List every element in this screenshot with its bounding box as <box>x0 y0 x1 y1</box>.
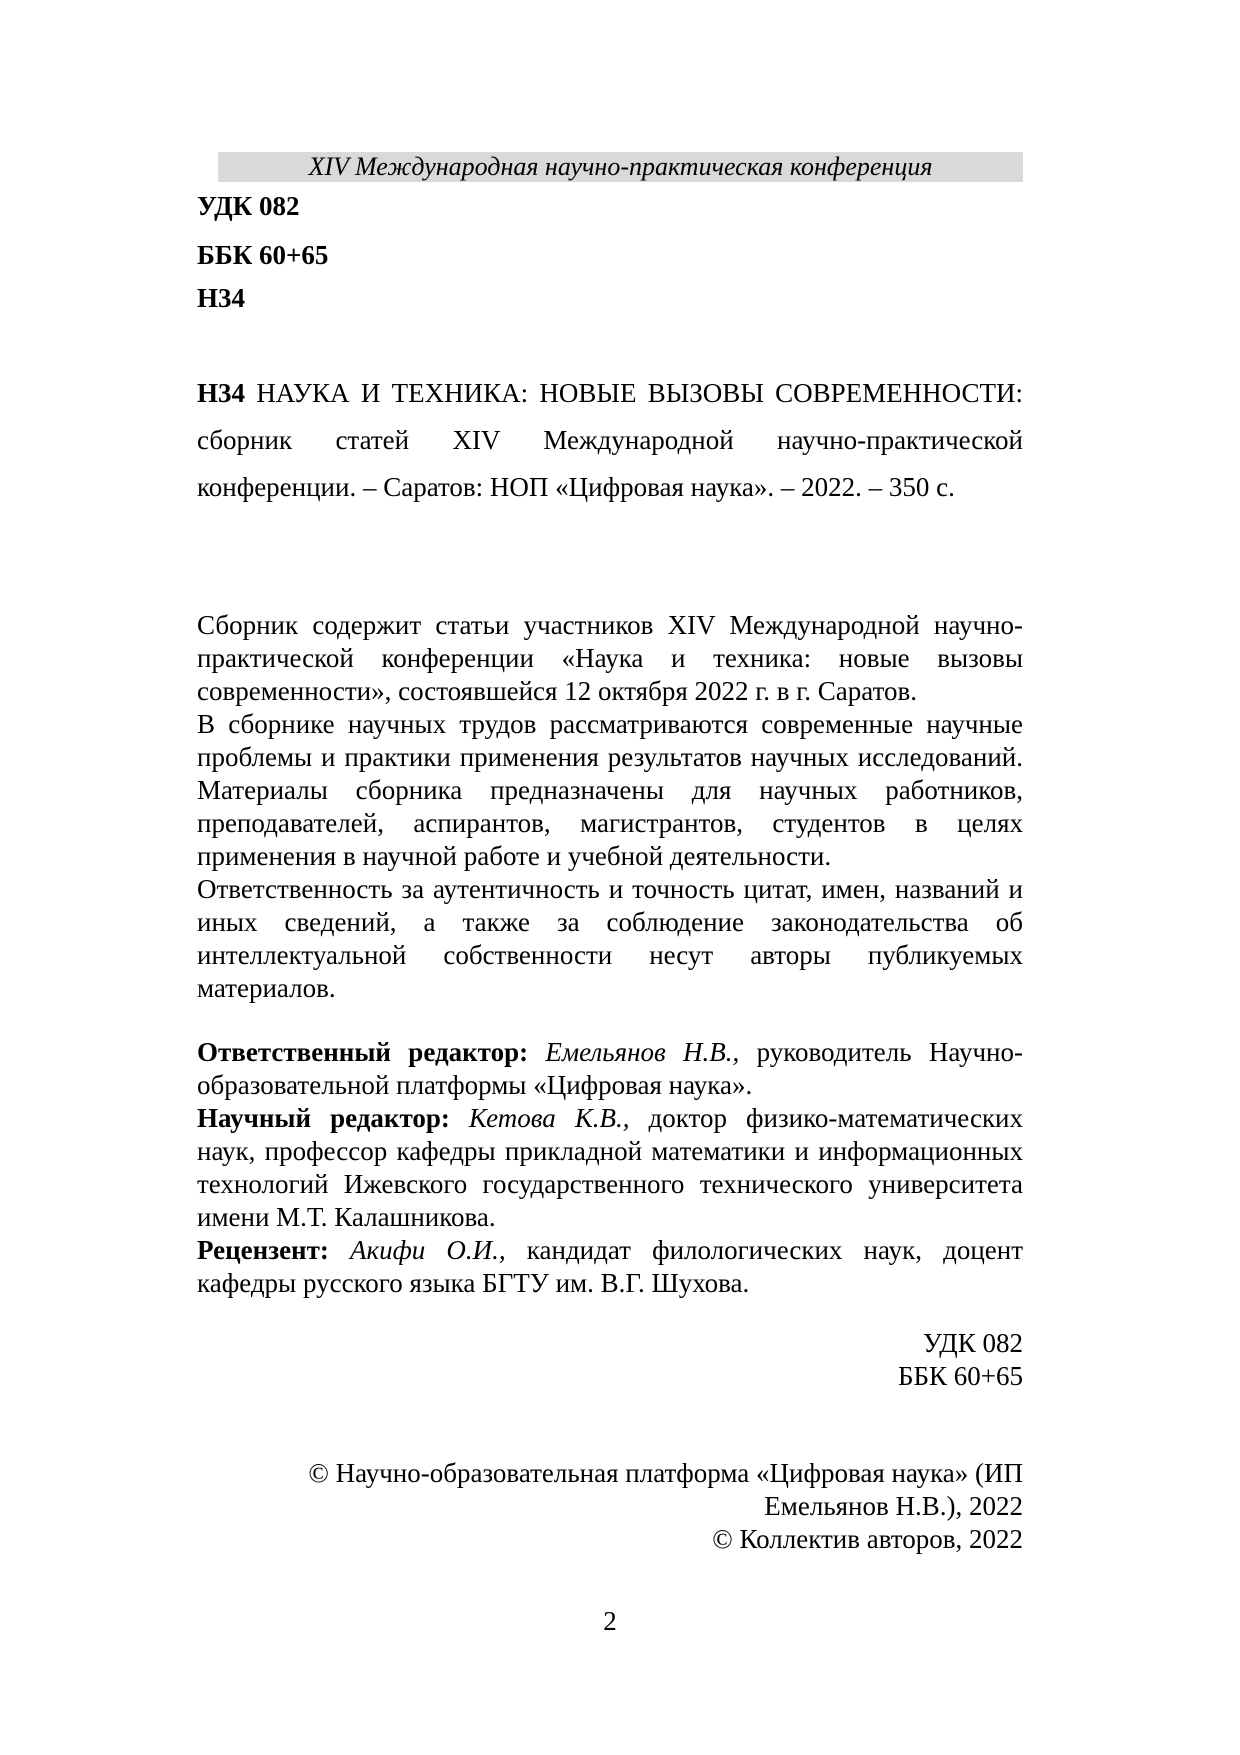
annotation-paragraph-2: В сборнике научных трудов рассматриваются современные научные проблемы и практики применения результатов научных исследований. Материалы сборника предназначены для научных работников, преподавателей, аспирантов, магистрантов, студентов в целях применения в научной работе и учебной деятельности. <box>197 709 1023 871</box>
editors-block <box>197 1036 1023 1300</box>
annotation-paragraph-1: Сборник содержит статьи участников XIV Международной научно-практической конференции «Наука и техника: новые вызовы современности», состоявшейся 12 октября 2022 г. в г. Саратов. <box>197 610 1023 706</box>
copyright-line-platform: © Научно-образовательная платформа «Цифровая наука» (ИП Емельянов Н.В.), 2022 <box>308 1458 1023 1521</box>
bbk-code-top: ББК 60+65 <box>197 240 329 270</box>
editor-name: Емельянов Н.В., <box>545 1037 740 1067</box>
n34-code-top: Н34 <box>197 283 246 313</box>
editor-line-responsible <box>197 1036 1023 1102</box>
annotation-paragraph-3: Ответственность за аутентичность и точность цитат, имен, названий и иных сведений, а также за соблюдение законодательства об интеллектуальной собственности несут авторы публикуемых материалов. <box>197 874 1023 1003</box>
udk-code-right: УДК 082 <box>922 1328 1023 1358</box>
catalog-entry <box>197 370 1023 511</box>
editor-description: руководитель Научно-образовательной платформы «Цифровая наука». <box>197 1037 1023 1100</box>
catalog-entry-code: Н34 <box>197 378 246 408</box>
editor-description: доктор физико-математических наук, профессор кафедры прикладной математики и информационных технологий Ижевского государственного технического университета имени М.Т. Калашникова. <box>197 1103 1024 1232</box>
editor-line-reviewer <box>197 1234 1023 1300</box>
annotation-block <box>197 609 1023 1005</box>
udk-code-top: УДК 082 <box>197 191 300 221</box>
codes-right-block <box>197 1327 1023 1393</box>
catalog-entry-text: НАУКА И ТЕХНИКА: НОВЫЕ ВЫЗОВЫ СОВРЕМЕННОСТИ: сборник статей XIV Международной научно-практической конференции. – Саратов: НОП «Цифровая наука». – 2022. – 350 с. <box>197 378 1023 502</box>
copyright-block <box>197 1457 1023 1556</box>
running-header-banner: XIV Международная научно-практическая конференция <box>218 152 1023 182</box>
editor-role-label: Научный редактор: <box>197 1103 450 1133</box>
bbk-code-right: ББК 60+65 <box>898 1361 1023 1391</box>
copyright-line-authors: © Коллектив авторов, 2022 <box>712 1524 1023 1554</box>
editor-name: Кетова К.В., <box>468 1103 630 1133</box>
page-number: 2 <box>603 1606 617 1636</box>
editor-role-label: Рецензент: <box>197 1235 329 1265</box>
editor-role-label: Ответственный редактор: <box>197 1037 529 1067</box>
editor-name: Акифи О.И., <box>350 1235 506 1265</box>
editor-description: кандидат филологических наук, доцент кафедры русского языка БГТУ им. В.Г. Шухова. <box>197 1235 1024 1298</box>
editor-line-scientific <box>197 1102 1023 1234</box>
